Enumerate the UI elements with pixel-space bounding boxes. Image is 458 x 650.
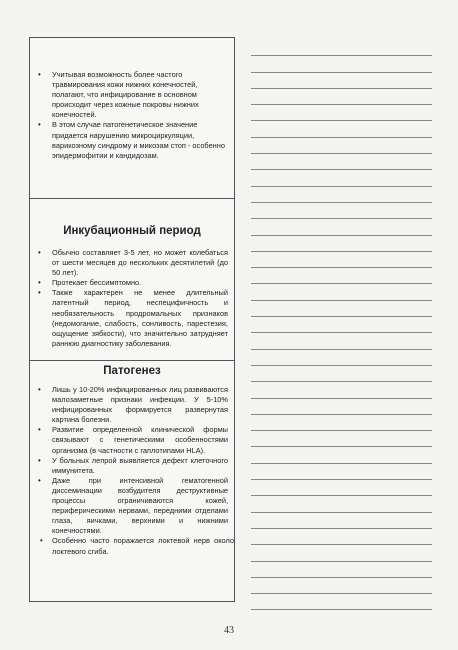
note-line: [251, 187, 432, 203]
bullet-item: • Учитывая возможность более частого травмирования кожи нижних конечностей, полагают, что инфицирование в основном происходит через кожные покровы нижних конечностей.: [38, 70, 228, 120]
note-line: [251, 350, 432, 366]
note-line: [251, 415, 432, 431]
note-line: [251, 301, 432, 317]
note-line: [251, 594, 432, 610]
note-line: [251, 496, 432, 512]
note-line: [251, 138, 432, 154]
slide-title: Инкубационный период: [63, 225, 201, 237]
note-line: [251, 399, 432, 415]
bullet-item: • Даже при интенсивной гематогенной диссеминации возбудителя деструктивные процессы ограничиваются кожей, периферическими нервами, передними отделами глаза, яичками, верхними и нижними конечностями.: [38, 476, 228, 537]
note-line: [251, 578, 432, 594]
note-line: [251, 56, 432, 72]
note-line: [251, 333, 432, 349]
note-line: [251, 431, 432, 447]
slides-column: [29, 37, 235, 602]
note-line: [251, 268, 432, 284]
note-line: [251, 105, 432, 121]
note-line: [251, 366, 432, 382]
note-line: [251, 529, 432, 545]
note-line: [251, 284, 432, 300]
note-line: [251, 447, 432, 463]
note-line: [251, 154, 432, 170]
slide-incubation: [29, 198, 235, 360]
note-line: [251, 121, 432, 137]
slide-transmission: [29, 37, 235, 198]
sub-bullet-list: [30, 536, 234, 556]
bullet-list: [30, 385, 234, 536]
bullet-item: • Протекает бессимптомно.: [38, 278, 228, 288]
slide-pathogenesis: [29, 360, 235, 602]
note-line: [251, 562, 432, 578]
slide-title: Патогенез: [103, 365, 161, 377]
bullet-item: • У больных лепрой выявляется дефект клеточного иммунитета.: [38, 456, 228, 476]
page-number: 43: [224, 625, 234, 636]
bullet-item: • Развитие определенной клинической формы связывают с генетическими особенностями организма (в частности с гаплотипами HLA).: [38, 425, 228, 455]
note-line: [251, 236, 432, 252]
bullet-list: [30, 248, 234, 349]
note-line: [251, 40, 432, 56]
note-line: [251, 170, 432, 186]
note-line: [251, 89, 432, 105]
note-line: [251, 252, 432, 268]
bullet-item: • В этом случае патогенетическое значение придается нарушению микроциркуляции, варикозному синдрому и микозам стоп - особенно эпидермофитии и кандидозам.: [38, 120, 228, 160]
note-line: [251, 203, 432, 219]
notes-lines: [251, 40, 432, 610]
bullet-item: • Обычно составляет 3-5 лет, но может колебаться от шести месяцев до нескольких десятилетий (до 50 лет).: [38, 248, 228, 278]
note-line: [251, 545, 432, 561]
note-line: [251, 480, 432, 496]
note-line: [251, 513, 432, 529]
sub-bullet-item: • Особенно часто поражается локтевой нерв около локтевого сгиба.: [40, 536, 234, 556]
note-line: [251, 219, 432, 235]
note-line: [251, 73, 432, 89]
note-line: [251, 382, 432, 398]
bullet-list: [30, 38, 234, 161]
bullet-item: • Также характерен не менее длительный латентный период, неспецифичность и необязательность продромальных признаков (недомогание, слабость, сонливость, парестезия, ощущение зябкости), что значительно затрудняет раннюю диагностику заболевания.: [38, 288, 228, 349]
bullet-item: • Лишь у 10-20% инфицированных лиц развиваются малозаметные признаки инфекции. У 5-10% инфицированных формируется развернутая картина болезни.: [38, 385, 228, 425]
note-line: [251, 317, 432, 333]
note-line: [251, 464, 432, 480]
